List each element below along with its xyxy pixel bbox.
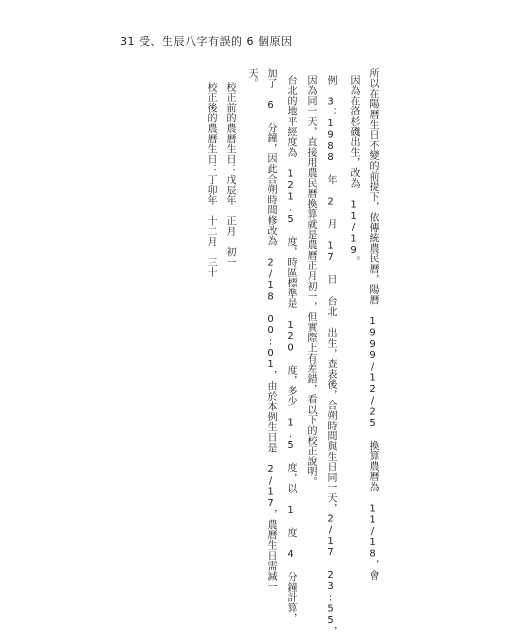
text-column-6: 加了 6 分鐘，因此合朔時間修改為 2/18 00:01，由於本例生日是 2/17，農曆生日需減一 <box>265 68 276 592</box>
text-column-8: 校正前的農曆生日：戊辰年 正月 初一 <box>224 82 235 268</box>
text-column-7: 天。 <box>246 68 257 89</box>
text-column-9: 校正後的農曆生日：丁卯年 十二月 三十 <box>205 82 216 278</box>
text-column-3: 例 3：1988 年 2 月 17 日 台北 出生，查表後，合朔時間與生日同一天，2/17 23:55， <box>325 75 336 637</box>
text-column-2: 因為在洛杉磯出生，改為 11/19。 <box>348 75 359 267</box>
text-column-4: 因為同一天，直接用農民曆換算就是農曆正月初一，但實際上有差錯，看以下的校正說明。 <box>305 75 316 487</box>
text-column-5: 台北的地平經度為 121.5 度，時區標準是 120 度，多少 1.5 度，以 1 度 4 分鐘計算， <box>285 75 296 624</box>
page-header: 31 受、生辰八字有誤的 6 個原因 <box>120 35 293 48</box>
text-column-1: 所以在陽曆生日不變的前提下，依傳統農民曆，陽曆 1999/12/25 換算農曆為 11/18，會 <box>367 68 378 581</box>
